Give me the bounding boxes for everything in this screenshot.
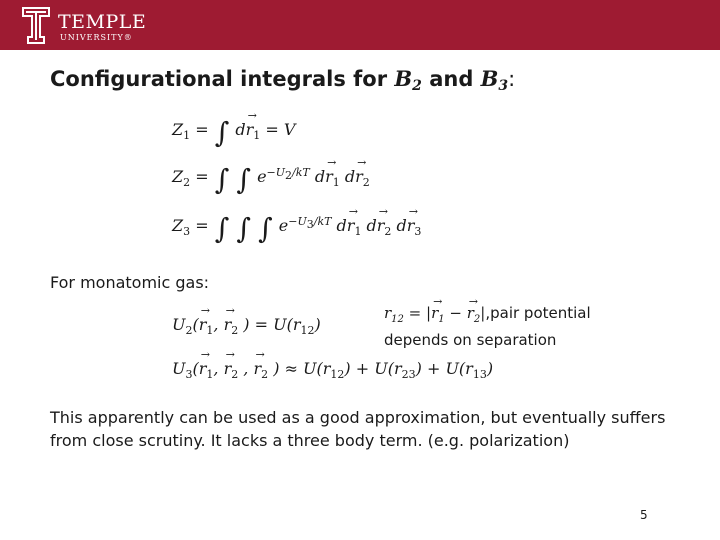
logo-name: TEMPLE [58, 11, 147, 33]
header-bar [0, 0, 720, 50]
title-b3: $B_3$ [480, 66, 509, 94]
explanation-paragraph: This apparently can be used as a good approximation, but eventually suffers from close scrutiny. It lacks a three body term. (e.g. polarization) [50, 408, 666, 450]
temple-t-icon [22, 7, 50, 44]
logo-subtitle: UNIVERSITY® [60, 33, 133, 42]
equation-u2: $U_2(\to r_1$, → $r_2$ ) = $U(r_{12})$ [172, 315, 321, 337]
pair-note-line2: depends on separation [384, 331, 557, 349]
slide-title [50, 66, 515, 94]
page-number: 5 [640, 508, 648, 522]
title-prefix: Configurational integrals for [50, 67, 395, 91]
title-colon: : [508, 67, 516, 91]
title-b2: $B_2$ [394, 66, 422, 94]
equation-z2: $Z_2$ = ∫ ∫ $e^{-U_2/kT}$ $d\to r_1$ $d\to r_2$ [172, 163, 370, 196]
pair-potential-note [384, 303, 591, 350]
equation-z3: $Z_3$ = ∫ ∫ ∫ $e^{-U_3/kT}$ $d\to r_1$ $d\to r_2$ $d\to r_3$ [172, 212, 421, 245]
equation-u3: $U_3(\to r_1$, → $r_2$ , → $r_2$ ) ≈ $U(r_{12}) + U(r_{23}) + U(r_{13})$ [172, 359, 493, 381]
pair-note-line1: ,pair potential [485, 304, 591, 322]
equation-z1: $Z_1$ = ∫ $d\to r_1 = V$ [172, 116, 295, 149]
title-and: and [421, 67, 481, 91]
section-label: For monatomic gas: [50, 273, 210, 292]
r12-formula: $r_{12}$ = |→ $r_1$ − → $r_2|$ [384, 304, 485, 322]
